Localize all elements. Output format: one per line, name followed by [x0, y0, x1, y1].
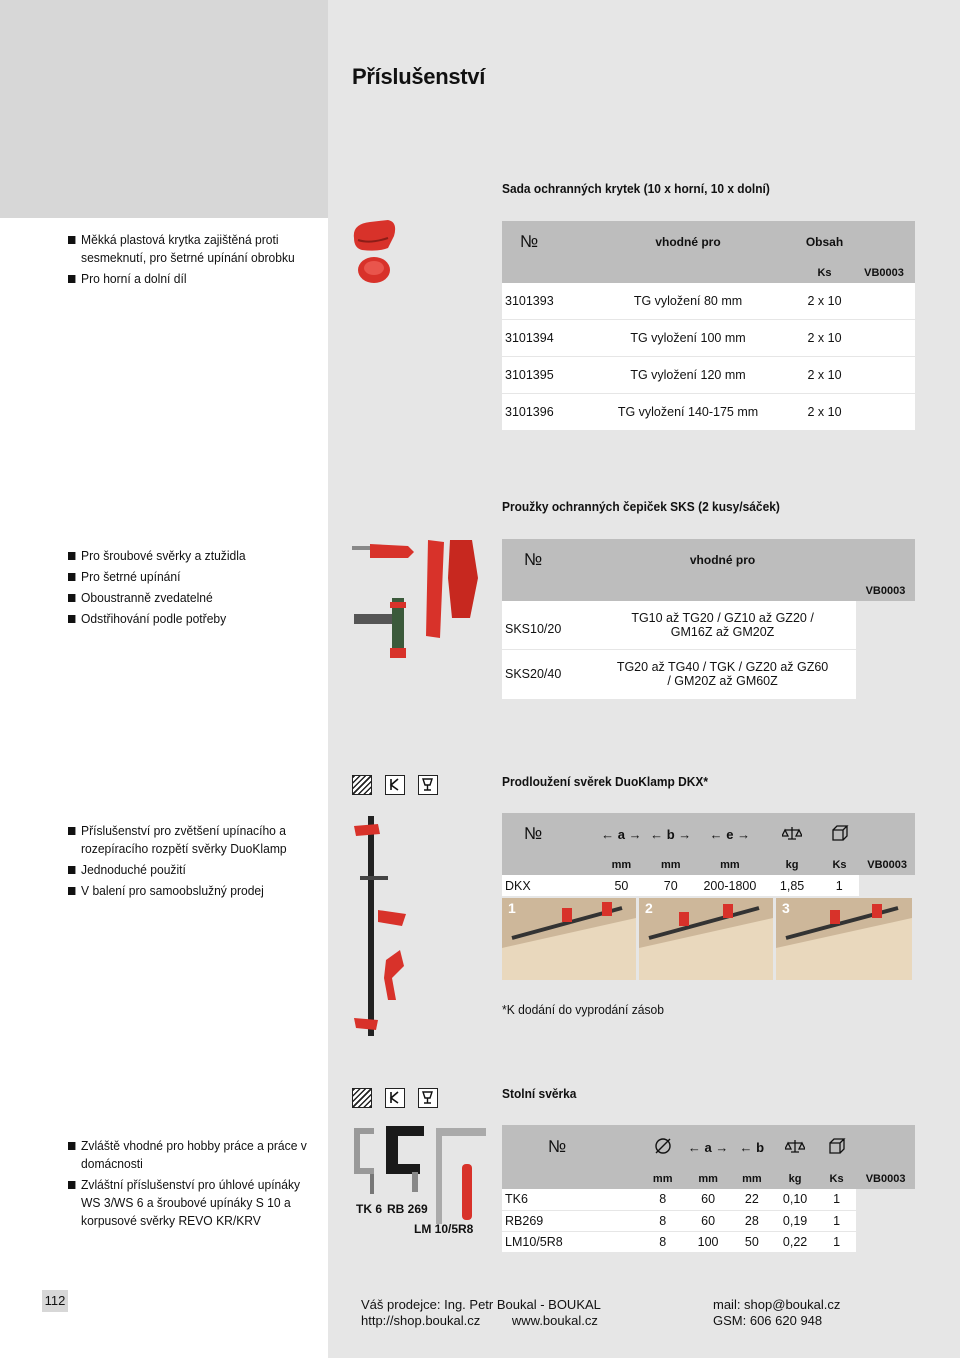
- col-header-contents: Obsah: [796, 221, 853, 263]
- cell-kg: 0,19: [773, 1210, 817, 1231]
- unit-kg: kg: [764, 855, 819, 875]
- photo-number: 3: [782, 900, 790, 916]
- cell-ks: 1: [817, 1210, 856, 1231]
- photo-number: 2: [645, 900, 653, 916]
- unit-vb: VB0003: [859, 855, 915, 875]
- protective-caps-image: [348, 218, 400, 290]
- cell-no: LM10/5R8: [502, 1231, 640, 1252]
- cell-no: 3101396: [502, 393, 580, 430]
- section3-table: [502, 813, 915, 896]
- wood-grain-icon: [352, 775, 372, 795]
- cell-a: 60: [686, 1210, 731, 1231]
- usage-photo-2: [639, 898, 773, 980]
- dim-e-label: e: [726, 826, 734, 842]
- unit-d: mm: [640, 1169, 686, 1189]
- shop-link[interactable]: http://shop.boukal.cz: [361, 1313, 481, 1328]
- cell-ks: 1: [820, 875, 860, 896]
- cell-d: 8: [640, 1189, 686, 1210]
- table-row: [502, 649, 915, 699]
- label-tk6: TK 6: [356, 1202, 383, 1216]
- table-row: [502, 1231, 915, 1252]
- scale-icon: [773, 1125, 817, 1169]
- cell-no: SKS20/40: [502, 649, 589, 699]
- col-header-no: №: [502, 221, 580, 263]
- cell-ks: 1: [817, 1189, 856, 1210]
- cell-no: 3101395: [502, 356, 580, 393]
- unit-vb: VB0003: [856, 581, 915, 601]
- cell-d: 8: [640, 1210, 686, 1231]
- section1-bullets: [68, 231, 318, 291]
- mail-line[interactable]: mail: shop@boukal.cz: [713, 1297, 841, 1312]
- bullet-item: Jednoduché použití: [68, 861, 332, 879]
- cell-ks: 1: [817, 1231, 856, 1252]
- cell-b: 28: [730, 1210, 773, 1231]
- unit-vb: VB0003: [853, 263, 915, 283]
- table-row: [502, 601, 915, 649]
- cell-fit: TG vyložení 100 mm: [580, 319, 796, 356]
- cell-fit: TG vyložení 140-175 mm: [580, 393, 796, 430]
- label-lm10: LM 10/5R8: [414, 1222, 474, 1236]
- usage-photo-1: [502, 898, 636, 980]
- table-row: [502, 1189, 915, 1210]
- footer-urls: [361, 1313, 601, 1329]
- glass-symbol-icon: [418, 775, 438, 795]
- cell-kg: 0,22: [773, 1231, 817, 1252]
- bullet-item: Zvláště vhodné pro hobby práce a práce v domácnosti: [68, 1137, 314, 1173]
- section4-icons: [352, 1088, 438, 1108]
- web-link[interactable]: www.boukal.cz: [511, 1313, 598, 1328]
- table-row: [502, 1210, 915, 1231]
- bullet-item: Zvláštní příslušenství pro úhlové upínáky WS 3/WS 6 a šroubové upínáky S 10 a korpusové svěrky REVO KR/KRV: [68, 1176, 314, 1230]
- dim-b-label: b: [666, 826, 675, 842]
- photo-number: 1: [508, 900, 516, 916]
- col-header-a: ← a →: [686, 1125, 731, 1169]
- section4-table: [502, 1125, 915, 1252]
- seller-line: Váš prodejce: Ing. Petr Boukal - BOUKAL: [361, 1297, 601, 1312]
- cell-qty: 2 x 10: [796, 393, 853, 430]
- table-row: [502, 875, 915, 896]
- gsm-line: GSM: 606 620 948: [713, 1313, 823, 1328]
- dim-a-label: a: [617, 826, 626, 842]
- unit-ks: Ks: [820, 855, 860, 875]
- cell-b: 70: [646, 875, 695, 896]
- col-header-e: ← e →: [695, 813, 764, 855]
- stock-note: *K dodání do vyprodání zásob: [502, 1002, 664, 1017]
- section3-icons: [352, 775, 438, 795]
- usage-photo-3: [776, 898, 912, 980]
- package-icon: [817, 1125, 856, 1169]
- bullet-item: Pro šetrné upínání: [68, 568, 332, 586]
- cell-fit: TG vyložení 120 mm: [580, 356, 796, 393]
- col-header-fit: vhodné pro: [580, 221, 796, 263]
- section2-bullets: [68, 547, 318, 631]
- section2-title: Proužky ochranných čepiček SKS (2 kusy/sáček): [502, 499, 780, 514]
- dim-b-label: b: [756, 1139, 765, 1155]
- section1-title: Sada ochranných krytek (10 x horní, 10 x dolní): [502, 181, 770, 196]
- cell-no: SKS10/20: [502, 601, 589, 649]
- diameter-icon: [640, 1125, 686, 1169]
- section1-table: [502, 221, 915, 430]
- sks-strips-image: [348, 538, 483, 668]
- cell-b: 50: [730, 1231, 773, 1252]
- bullet-item: Měkká plastová krytka zajištěná proti sesmeknutí, pro šetrné upínání obrobku: [68, 231, 332, 267]
- footer-contacts: [713, 1297, 840, 1329]
- col-header-no: №: [502, 539, 589, 581]
- section4-bullets: [68, 1137, 318, 1233]
- unit-e: mm: [695, 855, 764, 875]
- bullet-item: Příslušenství pro zvětšení upínacího a rozepíracího rozpětí svěrky DuoKlamp: [68, 822, 332, 858]
- section2-table: [502, 539, 915, 699]
- cell-no: 3101393: [502, 283, 580, 319]
- unit-b: mm: [730, 1169, 773, 1189]
- bullet-item: Odstřihování podle potřeby: [68, 610, 332, 628]
- cell-d: 8: [640, 1231, 686, 1252]
- unit-b: mm: [646, 855, 695, 875]
- col-header-b: ← b →: [646, 813, 695, 855]
- unit-a: mm: [597, 855, 646, 875]
- bullet-item: V balení pro samoobslužný prodej: [68, 882, 332, 900]
- cell-e: 200-1800: [695, 875, 764, 896]
- k-symbol-icon: [385, 775, 405, 795]
- wood-grain-icon: [352, 1088, 372, 1108]
- table-row: [502, 283, 915, 319]
- header-band: [0, 0, 328, 218]
- col-header-no: №: [502, 813, 597, 855]
- page-title: Příslušenství: [352, 64, 486, 89]
- table-row: [502, 319, 915, 356]
- col-header-b: ← b: [730, 1125, 773, 1169]
- unit-ks: Ks: [817, 1169, 856, 1189]
- cell-a: 50: [597, 875, 646, 896]
- col-header-no: №: [502, 1125, 640, 1169]
- duoklamp-extension-image: [348, 810, 408, 1038]
- k-symbol-icon: [385, 1088, 405, 1108]
- bullet-item: Pro šroubové svěrky a ztužidla: [68, 547, 332, 565]
- cell-kg: 0,10: [773, 1189, 817, 1210]
- cell-no: RB269: [502, 1210, 640, 1231]
- table-row: [502, 356, 915, 393]
- unit-vb: VB0003: [856, 1169, 915, 1189]
- section3-title: Prodloužení svěrek DuoKlamp DKX*: [502, 774, 709, 789]
- cell-qty: 2 x 10: [796, 356, 853, 393]
- dim-a-label: a: [704, 1139, 712, 1155]
- cell-a: 100: [686, 1231, 731, 1252]
- section3-bullets: [68, 822, 318, 903]
- cell-a: 60: [686, 1189, 731, 1210]
- col-header-fit: vhodné pro: [589, 539, 856, 581]
- unit-kg: kg: [773, 1169, 817, 1189]
- cell-kg: 1,85: [764, 875, 819, 896]
- cell-no: 3101394: [502, 319, 580, 356]
- unit-a: mm: [686, 1169, 731, 1189]
- page-number: 112: [42, 1290, 68, 1312]
- cell-fit: TG10 až TG20 / GZ10 až GZ20 / GM16Z až GM20Z: [589, 601, 856, 649]
- cell-qty: 2 x 10: [796, 319, 853, 356]
- cell-no: TK6: [502, 1189, 640, 1210]
- cell-fit: TG20 až TG40 / TGK / GZ20 až GZ60 / GM20Z až GM60Z: [589, 649, 856, 699]
- package-icon: [820, 813, 860, 855]
- cell-no: DKX: [502, 875, 597, 896]
- col-header-a: ← a →: [597, 813, 646, 855]
- table-row: [502, 393, 915, 430]
- bullet-item: Oboustranně zvedatelné: [68, 589, 332, 607]
- footer: [361, 1297, 601, 1329]
- scale-icon: [764, 813, 819, 855]
- section4-title: Stolní svěrka: [502, 1086, 577, 1101]
- bullet-item: Pro horní a dolní díl: [68, 270, 332, 288]
- cell-b: 22: [730, 1189, 773, 1210]
- label-rb269: RB 269: [387, 1202, 428, 1216]
- cell-qty: 2 x 10: [796, 283, 853, 319]
- unit-ks: Ks: [796, 263, 853, 283]
- glass-symbol-icon: [418, 1088, 438, 1108]
- cell-fit: TG vyložení 80 mm: [580, 283, 796, 319]
